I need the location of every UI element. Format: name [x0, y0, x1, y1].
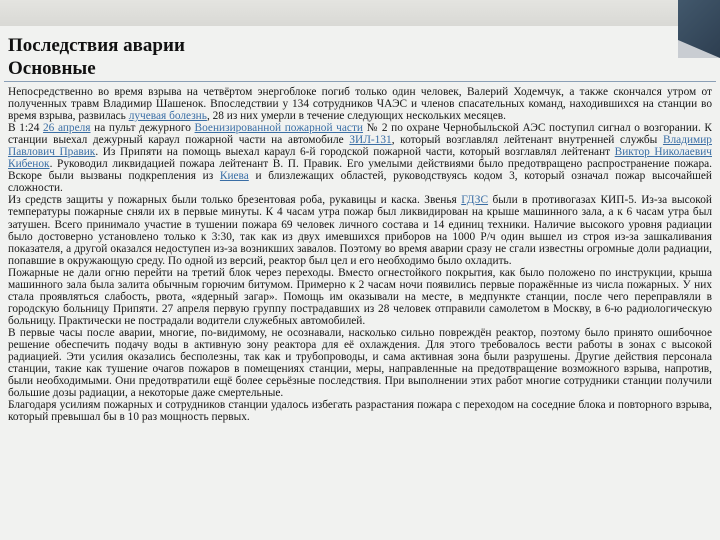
- body-paragraph: [8, 327, 712, 399]
- paragraph-text: № 2 по охране Чернобыльской АЭС поступил сигнал о возгорании. К станции выехал дежурный караул пожарной части на автомобиле: [8, 122, 712, 147]
- paragraph-text: . Из Припяти на помощь выехал караул 6-й городской пожарной части, который возглавлял лейтенант: [95, 146, 615, 159]
- inline-link[interactable]: Киева: [219, 170, 249, 183]
- inline-link[interactable]: Виктор Николаевич Кибенок: [8, 146, 712, 171]
- body-paragraph: [8, 399, 712, 423]
- inline-link[interactable]: Военизированной пожарной части: [194, 122, 363, 135]
- paragraph-text: , 28 из них умерли в течение следующих нескольких месяцев.: [206, 110, 506, 123]
- inline-link[interactable]: ГДЗС: [461, 194, 489, 207]
- body-paragraph: [8, 267, 712, 327]
- paragraph-text: , который возглавлял лейтенант внутренней службы: [391, 134, 663, 147]
- paragraph-text: Из средств защиты у пожарных были только брезентовая роба, рукавицы и каска. Звенья: [8, 194, 462, 207]
- title-divider: [4, 81, 716, 82]
- body-paragraph: [8, 122, 712, 194]
- slide-header: [8, 34, 648, 80]
- paragraph-text: были в противогазах КИП-5. Из-за высокой температуры пожарные сняли их в первые минуты. К 4 часам утра пожар был ликвидирован на крыше машинного зала, а к 6 часам утра был затушен. Всего принимало участие в тушении пожара 69 человек личного состава и 14 единиц техники. Наличие высокого уровня радиации было достоверно установлено только к 3:30, так как из двух имевшихся приборов на 1000 Р/ч один вышел из строя из-за зашкаливания показателя, а другой оказался недоступен из-за возникших завалов. Поэтому во время аварии сразу не сгали известны огромные доли радиации, попавшие в окружающую среду. По одной из версий, реактор был цел и его необходимо было охладить.: [8, 194, 712, 267]
- slide-subtitle: Основные: [8, 58, 96, 79]
- inline-link[interactable]: лучевая болезнь: [128, 110, 207, 123]
- corner-fold: [678, 40, 720, 58]
- paragraph-text: В 1:24: [8, 122, 43, 135]
- paragraph-text: . Руководил ликвидацией пожара лейтенант В. П. Правик. Его умелыми действиями было предотвращено распространение пожара. Вскоре были вызваны подкрепления из: [8, 158, 712, 183]
- paragraph-text: В первые часы после аварии, многие, по-видимому, не осознавали, насколько сильно повреждён реактор, поэтому было принято ошибочное решение обеспечить подачу воды в активную зону реактора для её охлаждения. Для этого требовалось вести работы в зонах с высокой радиацией. Эти усилия оказались бесполезны, так как и трубопроводы, и сама активная зона были разрушены. Другие действия персонала станции, такие как тушение очагов пожаров в помещениях станции, меры, направленные на предотвращение возможного взрыва, напротив, были необходимыми. Они предотвратили ещё более серьёзные последствия. При выполнении этих работ многие сотрудники станции получили большие дозы радиации, а некоторые даже смертельные.: [8, 326, 712, 400]
- paragraph-text: Благодаря усилиям пожарных и сотрудников станции удалось избегать разрастания пожара с переходом на соседние блока и повторного взрыва, который превышал бы в 10 раз мощность первых.: [8, 399, 712, 424]
- paragraph-text: Пожарные не дали огню перейти на третий блок через переходы. Вместо огнестойкого покрытия, как было положено по инструкции, крыша машинного зала была залита обычным горючим битумом. Примерно к 2 часам ночи появились первые поражённые из числа пожарных. У них стала проявляться слабость, рвота, «ядерный загар». Помощь им оказывали на месте, в медпункте станции, после чего переправляли в городскую больницу Припяти. 27 апреля первую группу пострадавших из 28 человек отправили самолетом в Москву, в 6-ю радиологическую больницу. Практически не пострадали водители служебных автомобилей.: [8, 266, 712, 327]
- paragraph-text: Непосредственно во время взрыва на четвёртом энергоблоке погиб только один человек, Валерий Ходемчук, а также скончался утром от полученных травм Владимир Шашенок. Впоследствии у 134 сотрудников ЧАЭС и членов спасательных команд, находившихся на станции во время взрыва, развилась: [8, 86, 712, 123]
- paragraph-text: на пульт дежурного: [90, 122, 195, 135]
- slide-title: Последствия аварии: [8, 35, 185, 56]
- paragraph-text: и близлежащих областей, руководствуясь кодом 3, который означал пожар высочайшей сложности.: [8, 170, 712, 195]
- slide-top-bar: [0, 0, 720, 26]
- slide-corner-decoration: [678, 0, 720, 58]
- body-paragraph: [8, 194, 712, 266]
- inline-link[interactable]: 26 апреля: [43, 122, 91, 135]
- slide-body-text: [8, 86, 712, 540]
- inline-link[interactable]: ЗИЛ-131: [349, 134, 392, 147]
- inline-link[interactable]: Владимир Павлович Правик: [8, 134, 712, 159]
- body-paragraph: [8, 86, 712, 122]
